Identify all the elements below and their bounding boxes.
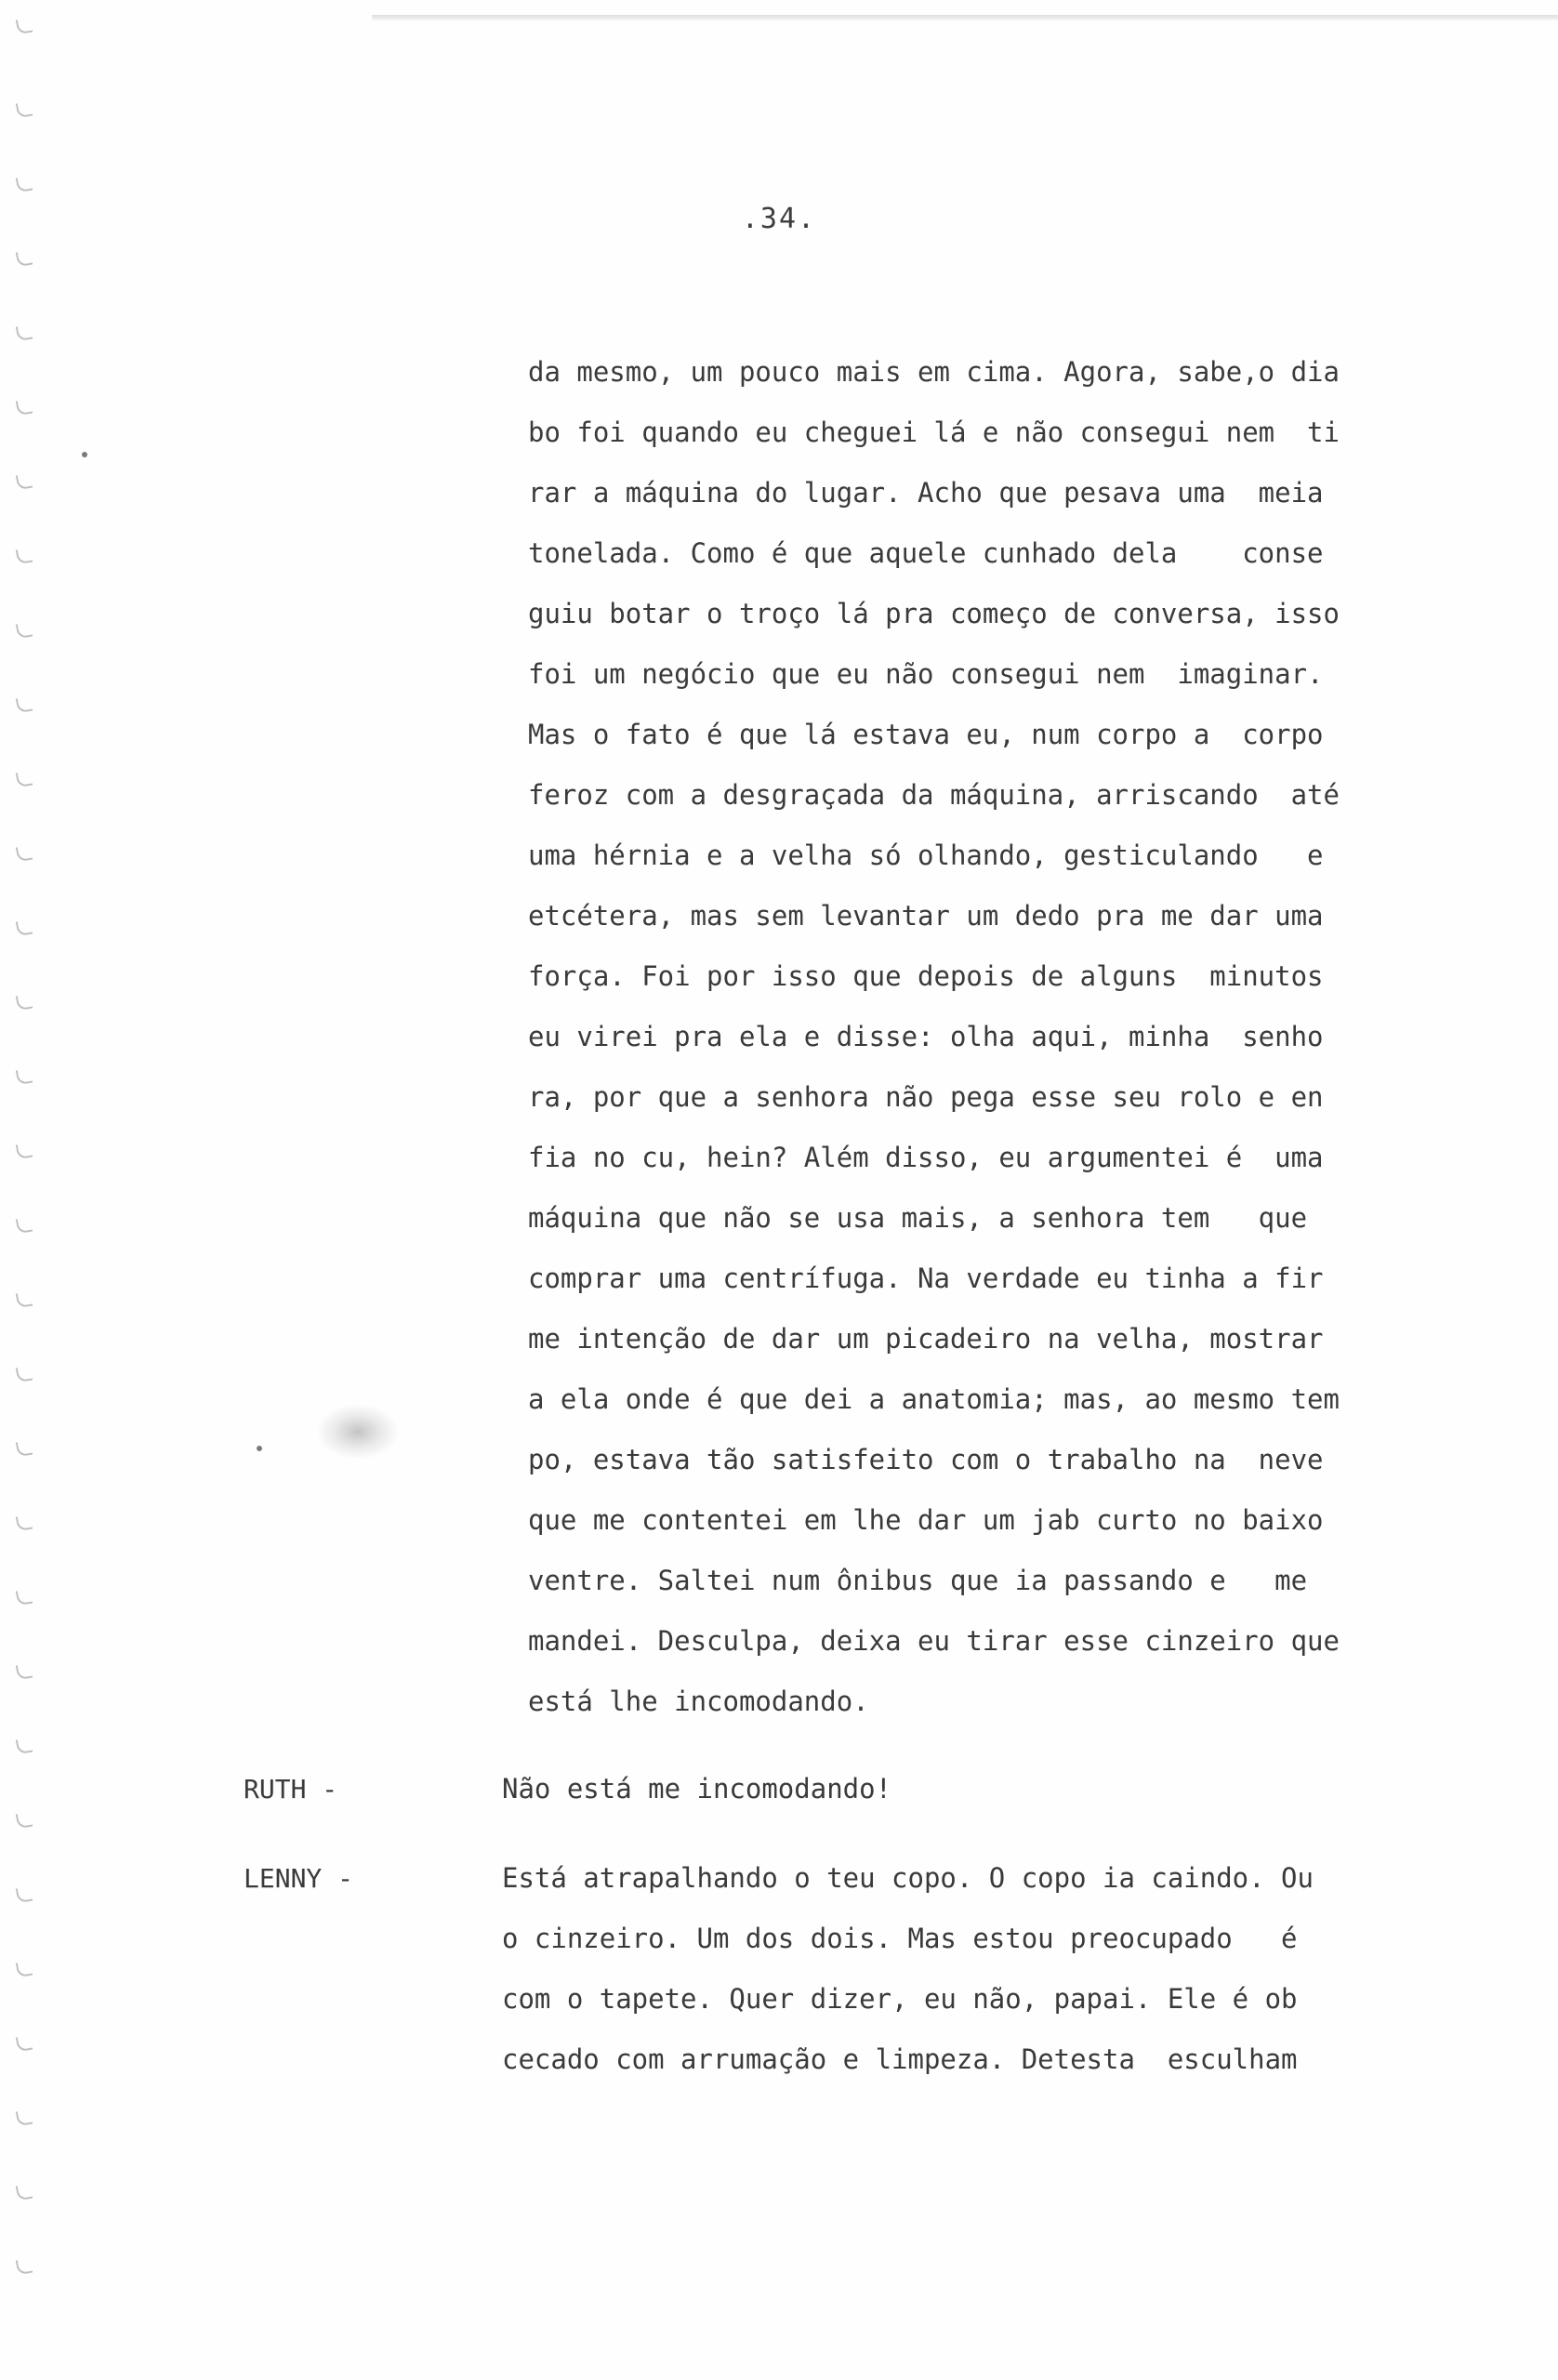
- text-line: bo foi quando eu cheguei lá e não consegui nem ti: [528, 416, 1340, 448]
- ink-smudge: [316, 1404, 400, 1460]
- text-line: com o tapete. Quer dizer, eu não, papai. Ele é ob: [502, 1983, 1298, 2015]
- top-scan-edge: [372, 15, 1558, 20]
- text-line: está lhe incomodando.: [528, 1686, 869, 1717]
- speech-text: [502, 1848, 1450, 2090]
- text-line: força. Foi por isso que depois de alguns minutos: [528, 960, 1324, 992]
- text-line: rar a máquina do lugar. Acho que pesava uma meia: [528, 477, 1324, 509]
- page-number: .34.: [741, 203, 817, 235]
- text-line: mandei. Desculpa, deixa eu tirar esse cinzeiro que: [528, 1625, 1340, 1657]
- text-line: máquina que não se usa mais, a senhora tem que: [528, 1202, 1308, 1234]
- text-line: po, estava tão satisfeito com o trabalho na neve: [528, 1444, 1324, 1475]
- speech-text: [502, 1759, 1450, 1819]
- text-line: foi um negócio que eu não consegui nem imaginar.: [528, 658, 1324, 690]
- text-line: cecado com arrumação e limpeza. Detesta esculham: [502, 2043, 1298, 2075]
- text-line: feroz com a desgraçada da máquina, arriscando até: [528, 779, 1340, 811]
- text-line: Mas o fato é que lá estava eu, num corpo a corpo: [528, 719, 1324, 750]
- text-line: guiu botar o troço lá pra começo de conversa, isso: [528, 598, 1340, 629]
- text-line: o cinzeiro. Um dos dois. Mas estou preocupado é: [502, 1923, 1298, 1954]
- text-line: etcétera, mas sem levantar um dedo pra me dar uma: [528, 900, 1324, 932]
- text-line: da mesmo, um pouco mais em cima. Agora, sabe,o dia: [528, 356, 1340, 388]
- text-line: uma hérnia e a velha só olhando, gesticulando e: [528, 840, 1324, 871]
- text-line: eu virei pra ela e disse: olha aqui, minha senho: [528, 1021, 1324, 1052]
- text-line: tonelada. Como é que aquele cunhado dela conse: [528, 537, 1324, 569]
- text-line: comprar uma centrífuga. Na verdade eu tinha a fir: [528, 1263, 1324, 1294]
- monologue-text: [528, 342, 1458, 1732]
- text-line: que me contentei em lhe dar um jab curto no baixo: [528, 1504, 1324, 1536]
- text-line: Está atrapalhando o teu copo. O copo ia caindo. Ou: [502, 1862, 1314, 1894]
- speaker-name: LENNY -: [244, 1863, 354, 1894]
- text-line: ra, por que a senhora não pega esse seu rolo e en: [528, 1081, 1324, 1113]
- speaker-name: RUTH -: [244, 1774, 338, 1805]
- text-line: ventre. Saltei num ônibus que ia passando e me: [528, 1565, 1308, 1596]
- ink-dot: [82, 452, 87, 457]
- ink-dot: [257, 1446, 262, 1451]
- text-line: fia no cu, hein? Além disso, eu argumentei é uma: [528, 1142, 1324, 1173]
- left-margin-perforations: [17, 19, 54, 2343]
- text-line: a ela onde é que dei a anatomia; mas, ao mesmo tem: [528, 1383, 1340, 1415]
- text-line: Não está me incomodando!: [502, 1773, 892, 1805]
- text-line: me intenção de dar um picadeiro na velha, mostrar: [528, 1323, 1324, 1355]
